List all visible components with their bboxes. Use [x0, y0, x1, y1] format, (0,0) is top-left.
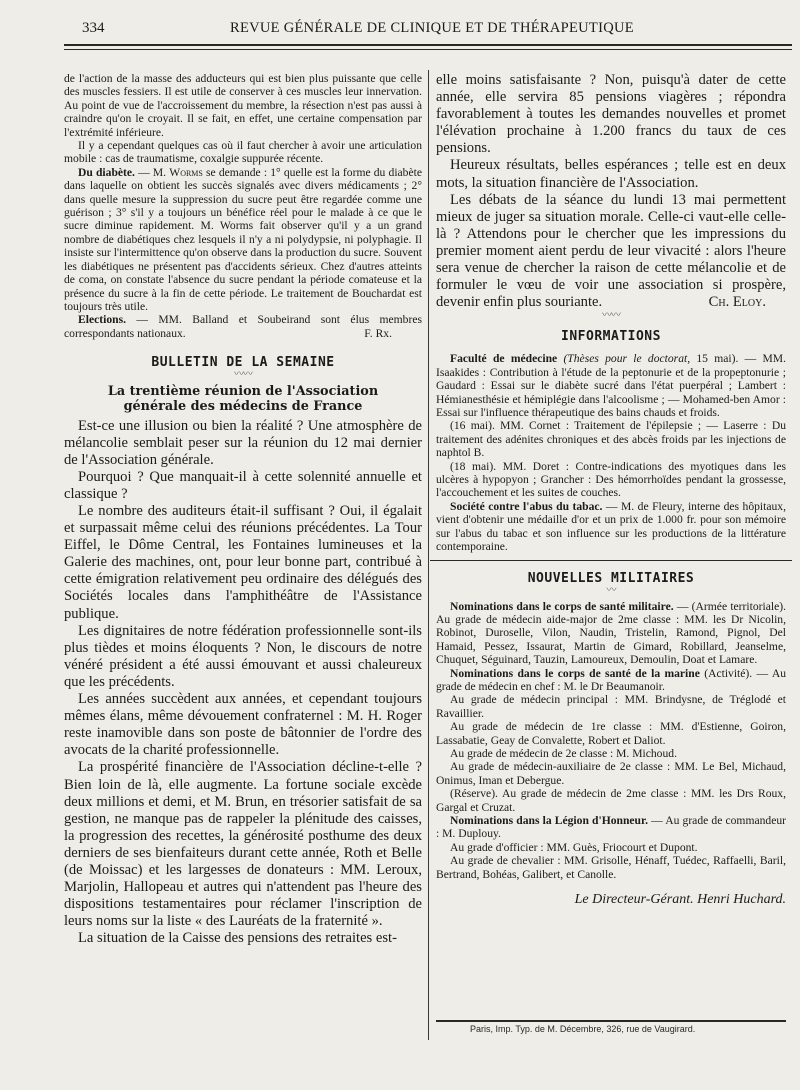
director-signature: Le Directeur-Gérant. Henri Huchard.	[574, 892, 786, 908]
marine-body: (Activité). — Au grade de médecin en chef : M. le Dr Beaumanoir.	[436, 666, 786, 693]
section-ornament: 〰〰	[602, 310, 620, 322]
printer-imprint: Paris, Imp. Typ. de M. Décembre, 326, rue de Vaugirard.	[470, 1024, 696, 1034]
page-number: 334	[82, 20, 105, 36]
nominations-militaire	[436, 600, 786, 667]
diabete-dash: — M.	[134, 165, 170, 179]
bulletin-paragraph: Les débats de la séance du lundi 13 mai permettent mieux de juger sa situation morale. Celle-ci vaut-elle celle-là ? Attendons pour le chercher que les impressions du premier moment aient perdu de leur vivacité : alors l'heure sera venue de chercher la raison de cette mélancolie et de formuler le vœu de voir une association si prospère, devenir enfin plus souriante.	[436, 191, 786, 311]
header-rule-thin	[64, 49, 792, 50]
diabete-body: se demande : 1° quelle est la forme du diabète dans laquelle on obtient les succès signalés avec divers médicaments ; 2° dans quelle mesure la suppression du sucre peut être regardée comme une guérison ; 3° s'il y a toujours un bénéfice réel pour le malade à ce que le sucre diminue rapidement. M. Worms fait observer qu'il y a un grand nombre de diabétiques chez lesquels il n'y a ni polydypsie, ni polyphagie. Il insiste sur l'intermittence qu'on observe dans la production du sucre. Souvent les diabétiques ne présentent pas d'accidents sérieux. Chez d'autres atteints de coma, on constate l'absence du sucre pendant la période comateuse et la présence du sucre à la fin de cette période. Le traitement de Bouchardat est toujours très utile.	[64, 165, 422, 313]
elections-body: — MM. Balland et Soubeirand sont élus membres correspondants nationaux.	[64, 313, 422, 340]
elections-signature: F. Rx.	[364, 327, 392, 341]
legion-grade: Au grade de chevalier : MM. Grisolle, Hénaff, Tuédec, Raffaelli, Baril, Bertrand, Bohéas, Galibert, et Canolle.	[436, 854, 786, 881]
faculte-theses: (Thèses pour le doctorat,	[557, 352, 697, 366]
marine-grade: Au grade de médecin de 2e classe : M. Michoud.	[450, 746, 677, 760]
running-title: REVUE GÉNÉRALE DE CLINIQUE ET DE THÉRAPEUTIQUE	[230, 20, 634, 36]
right-column	[436, 72, 786, 909]
worms-name: Worms	[169, 165, 203, 179]
bulletin-title: BULLETIN DE LA SEMAINE	[151, 354, 335, 370]
nominations-marine	[436, 667, 786, 694]
legion-grade: Au grade d'officier : MM. Guès, Friocourt et Dupont.	[450, 840, 698, 854]
paragraph-articulation: Il y a cependant quelques cas où il faut chercher à avoir une articulation mobile : cas de traumatisme, coxalgie suppurée récente.	[64, 139, 422, 166]
eloy-signature: Ch. Eloy.	[708, 294, 766, 311]
tabac-body: — M. de Fleury, interne des hôpitaux, vient d'obtenir une médaille d'or et un prix de 1.000 fr. pour son mémoire sur l'abus du tabac et son influence sur les productions de la littérature contemporaine.	[436, 499, 787, 554]
tabac-heading: Société contre l'abus du tabac.	[450, 499, 603, 513]
militaire-heading: Nominations dans le corps de santé militaire.	[450, 599, 674, 613]
marine-reserve: (Réserve). Au grade de médecin de 2me classe : MM. les Drs Roux, Gargal et Cruzat.	[436, 787, 786, 814]
faculte-body: 15 mai). — MM. Isaakides : Contribution à l'étude de la peptonurie et de la propeptonurie ; Gaudard : Essai sur le diabète sucré dans l'état puerpéral ; Lambert : Hémianesthésie et hémiplégie dans l'alcoolisme ; — Mohamed-ben Amor : Essai sur l'influence thérapeutique des bains chauds et froids.	[436, 352, 787, 420]
informations-title: INFORMATIONS	[561, 329, 661, 345]
bulletin-paragraph: Les dignitaires de notre fédération professionnelle sont-ils plus tièdes et moins éloquents ? Non, le discours de notre vénéré président a été aussi émouvant et aussi chaleureux que les précédents.	[64, 622, 422, 690]
bulletin-paragraph: Est-ce une illusion ou bien la réalité ? Une atmosphère de mélancolie semblait peser sur la réunion du 12 mai dernier de l'Association générale.	[64, 417, 422, 468]
info-18-mai: (18 mai). MM. Doret : Contre-indications des myotiques dans les ulcères à hypopyon ; Grancher : Des hémorrhoïdes pendant la grossesse, l'accouchement et les suites de couches.	[436, 459, 786, 500]
nominations-legion	[436, 814, 786, 841]
paragraph-resection: de l'action de la masse des adducteurs qui est bien plus puissante que celle des muscles fessiers. Il est utile de conserver à ces muscles leur innervation. Au point de vue de l'accroissement du membre, la résection n'est pas aussi à craindre qu'on le croyait. Il se fait, en effet, une certaine compensation par l'extrémité inférieure.	[64, 72, 422, 139]
legion-heading: Nominations dans la Légion d'Honneur.	[450, 814, 648, 827]
title-ornament: 〰〰	[234, 368, 252, 380]
marine-grade: Au grade de médecin-auxiliaire de 2e classe : MM. Le Bel, Michaud, Onimus, Iman et Debergue.	[436, 760, 786, 787]
left-column	[64, 72, 422, 947]
bulletin-paragraph: Le nombre des auditeurs était-il suffisant ? Oui, il égalait et surpassait même celui des réunions précédentes. La Tour Eiffel, le Dôme Central, les Fontaines lumineuses et la Galerie des machines, ont, pour leur bonne part, contribué à cette émigration relativement peu ordinaire des délégués des Sociétés locales dans l'amphithéâtre de l'Assistance publique.	[64, 503, 422, 622]
bulletin-paragraph: La prospérité financière de l'Association décline-t-elle ? Bien loin de là, elle augmente. La fortune sociale excède deux millions et demi, et M. Brun, en trésorier satisfait de sa gestion, ne manque pas de rappeler la plénitude des caisses, la progression des recettes, la générosité posthume des deux derniers de ses bienfaiteurs durant cette année, Roth et Belle (de Moissac) et les largesses de donateurs : MM. Leroux, Marjolin, Hallopeau et autres qui n'attendent pas l'heure des dispositions testamentaires pour réclamer l'inscription de leurs noms sur la liste « des Lauréats de la fraternité ».	[64, 759, 422, 930]
bulletin-paragraph: Les années succèdent aux années, et cependant toujours mêmes élans, même dévouement confraternel : M. H. Roger reste inamovible dans son poste de bâtonnier de l'ordre des avocats de la charité professionnelle.	[64, 691, 422, 759]
marine-heading: Nominations dans le corps de santé de la marine	[450, 666, 700, 680]
footer-rule	[436, 1020, 786, 1022]
elections-heading: Elections.	[78, 313, 126, 327]
militaires-title: NOUVELLES MILITAIRES	[527, 570, 695, 586]
title-ornament: 〰	[606, 584, 616, 596]
militaire-body: — (Armée territoriale). Au grade de médecin aide-major de 2me classe : MM. les Dr Nicolin, Robinot, Duroselle, Vilon, Naudin, Tristelin, Ramond, Pignol, Del Hamaid, Pessez, Issaurat, Martin de Gimard, Robillard, Jeanselme, Chuquet, Séguinard, Tauzin, Lamoureux, Demoulin, Doat et Lamare.	[436, 599, 786, 667]
diabete-heading: Du diabète.	[78, 165, 135, 179]
info-16-mai: (16 mai). MM. Cornet : Traitement de l'épilepsie ; — Laserre : Du traitement des adénites chroniques et des abcès froids par les injections de naphtol B.	[436, 419, 786, 460]
bulletin-continuation: elle moins satisfaisante ? Non, puisqu'à dater de cette année, elle servira 85 pensions viagères ; répondra favorablement à toutes les demandes nouvelles et promet l'élévation prochaine à 1.200 francs du taux de ces pensions.	[436, 72, 786, 157]
running-header	[80, 20, 780, 42]
header-rule	[64, 44, 792, 46]
faculte-heading: Faculté de médecine	[450, 352, 558, 366]
bulletin-subtitle-2: générale des médecins de France	[123, 398, 363, 414]
bulletin-paragraph: Pourquoi ? Que manquait-il à cette solennité annuelle et classique ?	[64, 468, 422, 502]
bulletin-paragraph: Heureux résultats, belles espérances ; telle est en deux mots, la situation financière de l'Association.	[436, 157, 786, 191]
paragraph-diabete	[64, 166, 422, 313]
legion-body: — Au grade de commandeur : M. Duplouy.	[436, 814, 787, 841]
marine-grade: Au grade de médecin principal : MM. Brindysne, de Tréglodé et Ravaillier.	[436, 693, 786, 720]
bulletin-paragraph: La situation de la Caisse des pensions des retraites est-	[78, 930, 397, 947]
bulletin-subtitle-1: La trentième réunion de l'Association	[107, 383, 379, 399]
info-faculte	[436, 352, 786, 419]
info-tabac	[436, 500, 786, 554]
marine-grade: Au grade de médecin de 1re classe : MM. d'Estienne, Goiron, Lassabatie, Geay de Convalette, Robert et Daliot.	[436, 720, 786, 747]
column-divider	[428, 70, 429, 1040]
